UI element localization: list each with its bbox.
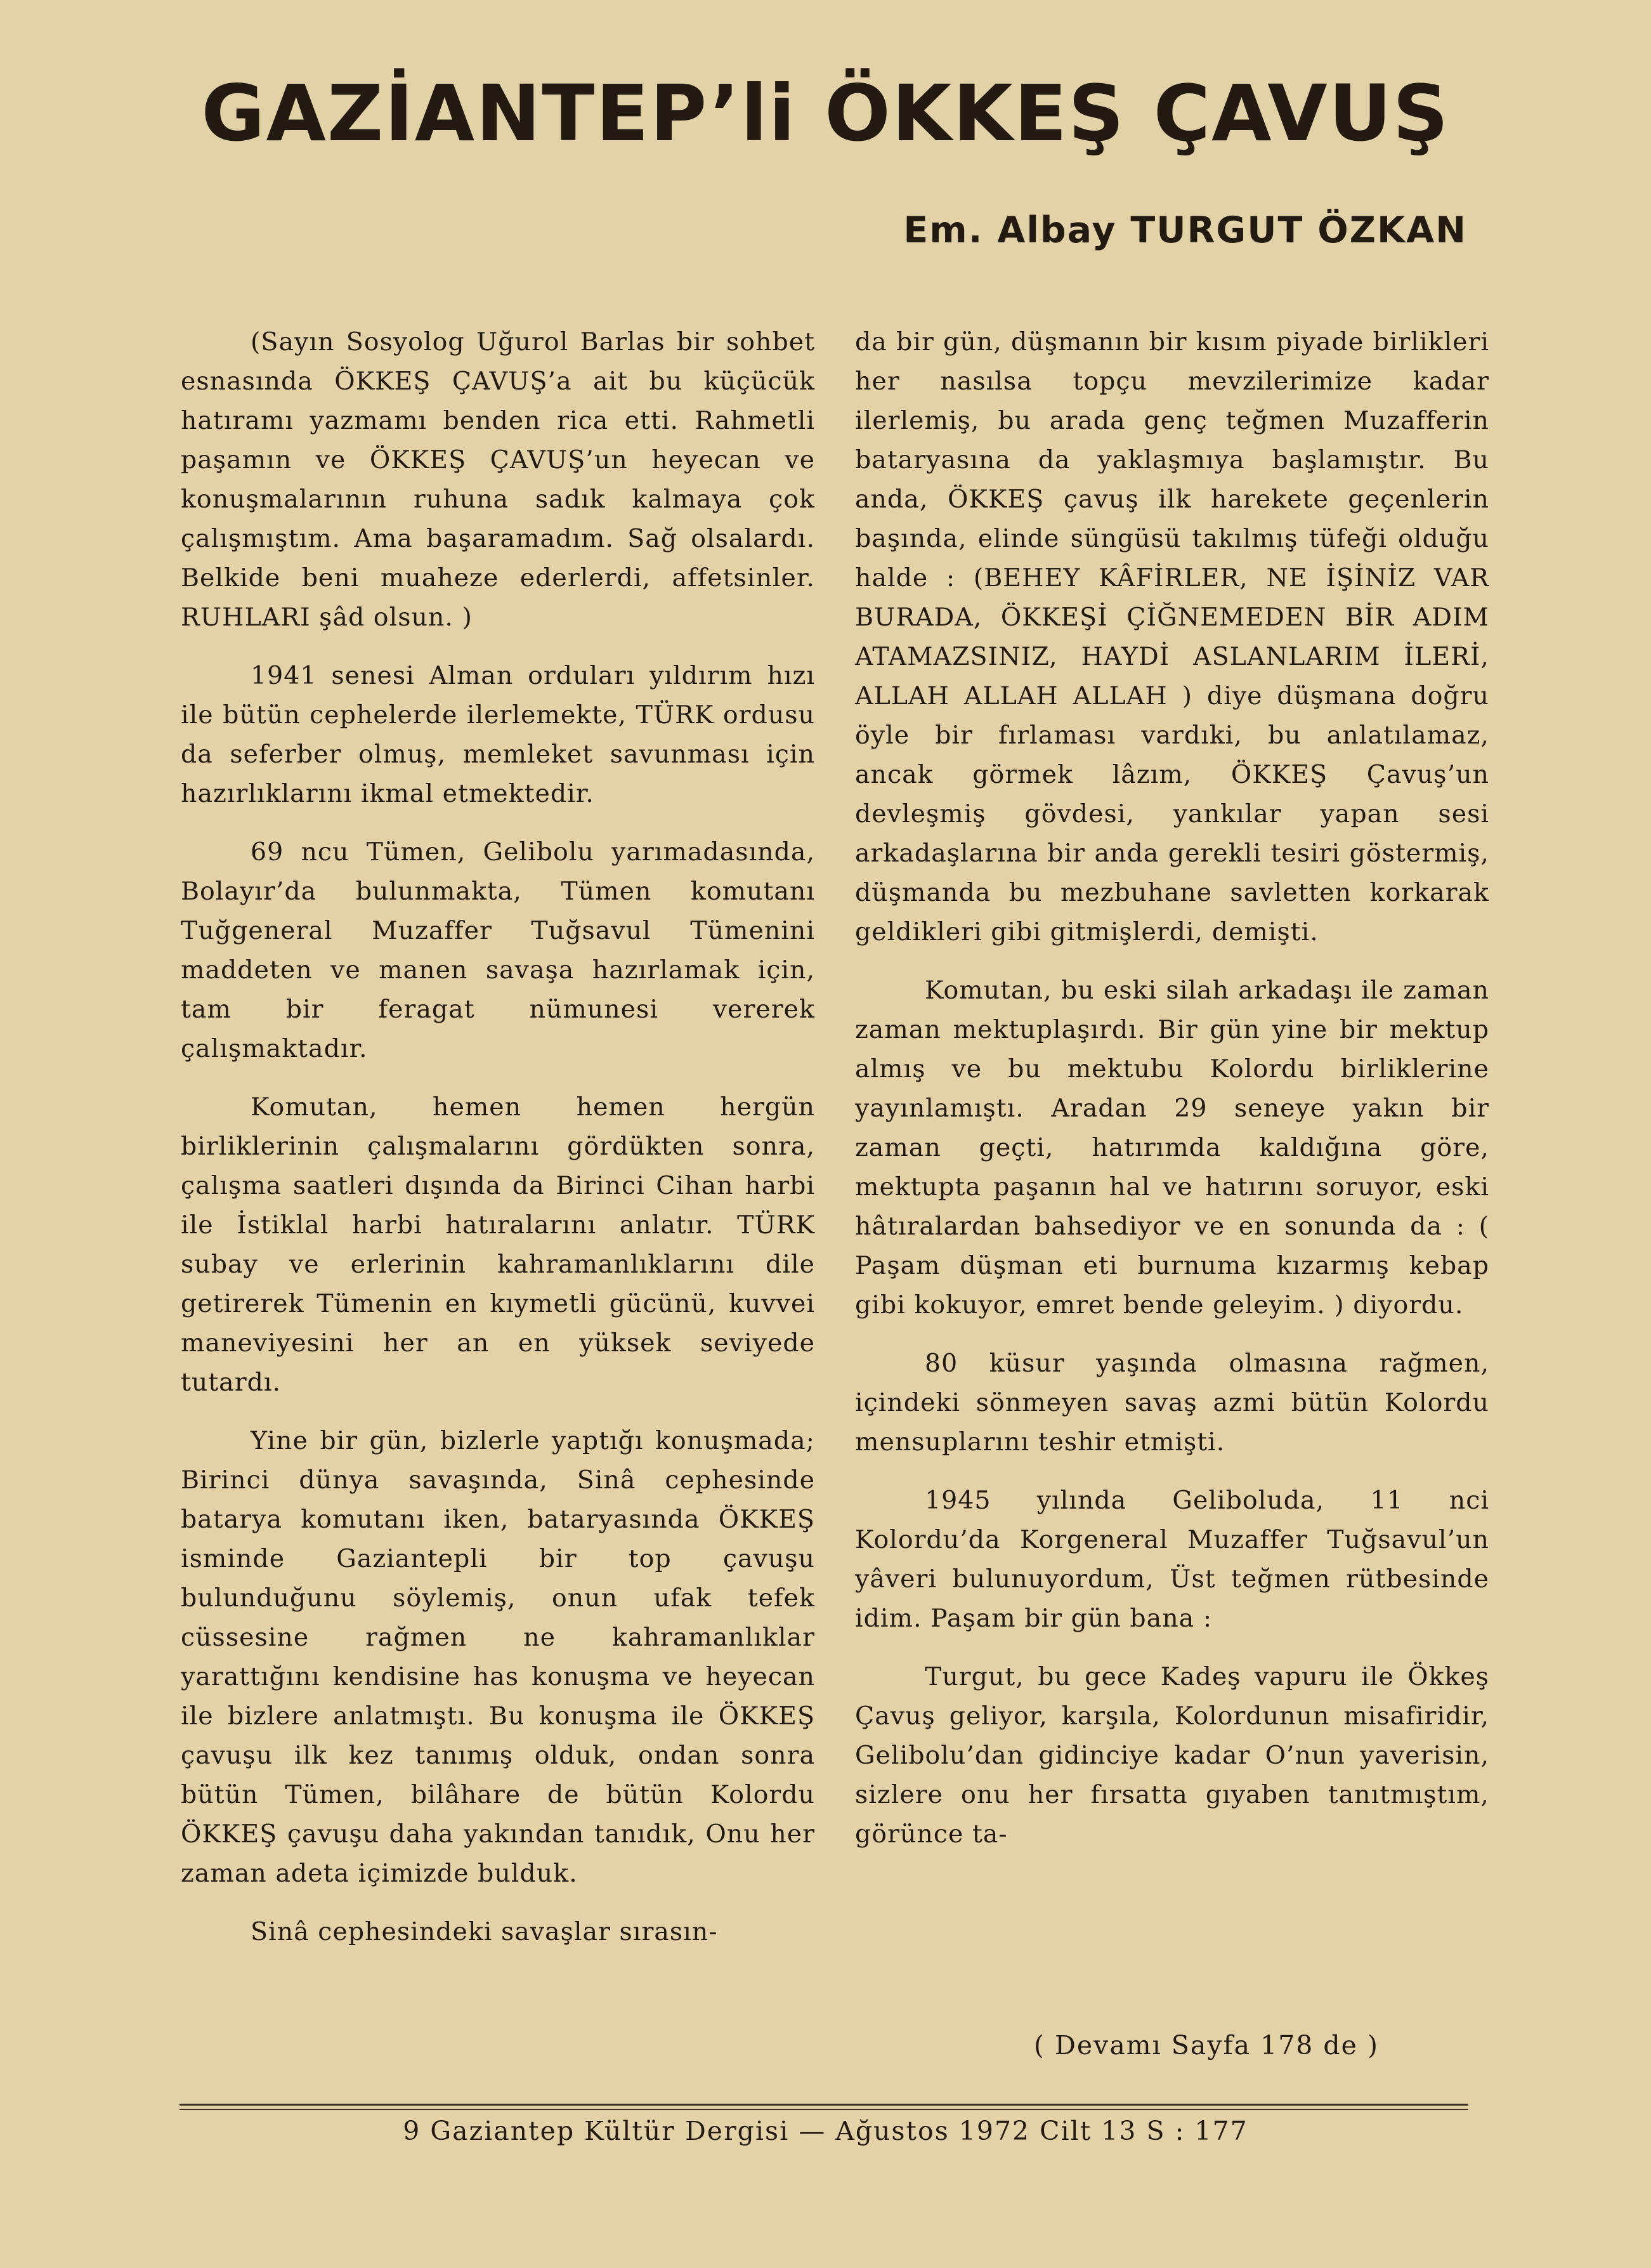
paragraph: Sinâ cephesindeki savaşlar sırasın- [251, 1917, 718, 1946]
paragraph: 1941 senesi Alman orduları yıldırım hızı ile bütün cephelerde ilerlemekte, TÜRK ordusu da seferber olmuş, memleket savunması için hazırlıklarını ikmal etmektedir. [181, 661, 815, 808]
article-title: GAZİANTEP’li ÖKKEŞ ÇAVUŞ [201, 69, 1450, 159]
left-column [181, 322, 815, 1970]
right-column [855, 322, 1489, 1873]
paragraph: 80 küsur yaşında olmasına rağmen, içindeki sönmeyen savaş azmi bütün Kolordu mensuplarını teshir etmişti. [855, 1349, 1489, 1457]
footer-rule [179, 2104, 1468, 2106]
paragraph: (Sayın Sosyolog Uğurol Barlas bir sohbet esnasında ÖKKEŞ ÇAVUŞ’a ait bu küçücük hatıramı yazmamı benden rica etti. Rahmetli paşamın ve ÖKKEŞ ÇAVUŞ’un heyecan ve konuşmalarının ruhuna sadık kalmaya çok çalışmıştım. Ama başaramadım. Sağ olsalardı. Belkide beni muaheze ederlerdi, affetsinler. RUHLARI şâd olsun. ) [181, 327, 815, 632]
footer-rule [179, 2109, 1468, 2110]
author-byline: Em. Albay TURGUT ÖZKAN [903, 209, 1467, 251]
paragraph: Komutan, bu eski silah arkadaşı ile zaman zaman mektuplaşırdı. Bir gün yine bir mektup almış ve bu mektubu Kolordu birliklerine yayınlamıştı. Aradan 29 seneye yakın bir zaman geçti, hatırımda kaldığına göre, mektupta paşanın hal ve hatırını soruyor, eski hâtıralardan bahsediyor ve en sonunda da : ( Paşam düşman eti burnuma kızarmış kebap gibi kokuyor, emret bende geleyim. ) diyordu. [855, 976, 1489, 1320]
paragraph: Turgut, bu gece Kadeş vapuru ile Ökkeş Çavuş geliyor, karşıla, Kolordunun misafiridir, Gelibolu’dan gidinciye kadar O’nun yaverisin, sizlere onu her fırsatta gıyaben tanıtmıştım, görünce ta- [855, 1662, 1489, 1849]
paragraph: 69 ncu Tümen, Gelibolu yarımadasında, Bolayır’da bulunmakta, Tümen komutanı Tuğgeneral Muzaffer Tuğsavul Tümenini maddeten ve manen savaşa hazırlamak için, tam bir feragat nümunesi vererek çalışmaktadır. [181, 837, 815, 1063]
paragraph: Komutan, hemen hemen hergün birliklerinin çalışmalarını gördükten sonra, çalışma saatleri dışında da Birinci Cihan harbi ile İstiklal harbi hatıralarını anlatır. TÜRK subay ve erlerinin kahramanlıklarını dile getirerek Tümenin en kıymetli gücünü, kuvvei maneviyesini her an en yüksek seviyede tutardı. [181, 1092, 815, 1397]
continued-note: ( Devamı Sayfa 178 de ) [1034, 2030, 1379, 2061]
paragraph: da bir gün, düşmanın bir kısım piyade birlikleri her nasılsa topçu mevzilerimize kadar ilerlemiş, bu arada genç teğmen Muzafferin bataryasına da yaklaşmıya başlamıştır. Bu anda, ÖKKEŞ çavuş ilk harekete geçenlerin başında, elinde süngüsü takılmış tüfeği olduğu halde : (BEHEY KÂFİRLER, NE İŞİNİZ VAR BURADA, ÖKKEŞİ ÇİĞNEMEDEN BİR ADIM ATAMAZSINIZ, HAYDİ ASLANLARIM İLERİ, ALLAH ALLAH ALLAH ) diye düşmana doğru öyle bir fırlaması vardıki, bu anlatılamaz, ancak görmek lâzım, ÖKKEŞ Çavuş’un devleşmiş gövdesi, yankılar yapan sesi arkadaşlarına bir anda gerekli tesiri göstermiş, düşmanda bu mezbuhane savletten korkarak geldikleri gibi gitmişlerdi, demişti. [855, 327, 1489, 947]
paragraph: Yine bir gün, bizlerle yaptığı konuşmada; Birinci dünya savaşında, Sinâ cephesinde batarya komutanı iken, bataryasında ÖKKEŞ isminde Gaziantepli bir top çavuşu bulunduğunu söylemiş, onun ufak tefek cüssesine rağmen ne kahramanlıklar yarattığını kendisine has konuşma ve heyecan ile bizlere anlatmıştı. Bu konuşma ile ÖKKEŞ çavuşu ilk kez tanımış olduk, ondan sonra bütün Tümen, bilâhare de bütün Kolordu ÖKKEŞ çavuşu daha yakından tanıdık, Onu her zaman adeta içimizde bulduk. [181, 1426, 815, 1888]
page-footer: 9 Gaziantep Kültür Dergisi — Ağustos 1972 Cilt 13 S : 177 [403, 2116, 1248, 2146]
paragraph: 1945 yılında Geliboluda, 11 nci Kolordu’da Korgeneral Muzaffer Tuğsavul’un yâveri bulunuyordum, Üst teğmen rütbesinde idim. Paşam bir gün bana : [855, 1486, 1489, 1633]
